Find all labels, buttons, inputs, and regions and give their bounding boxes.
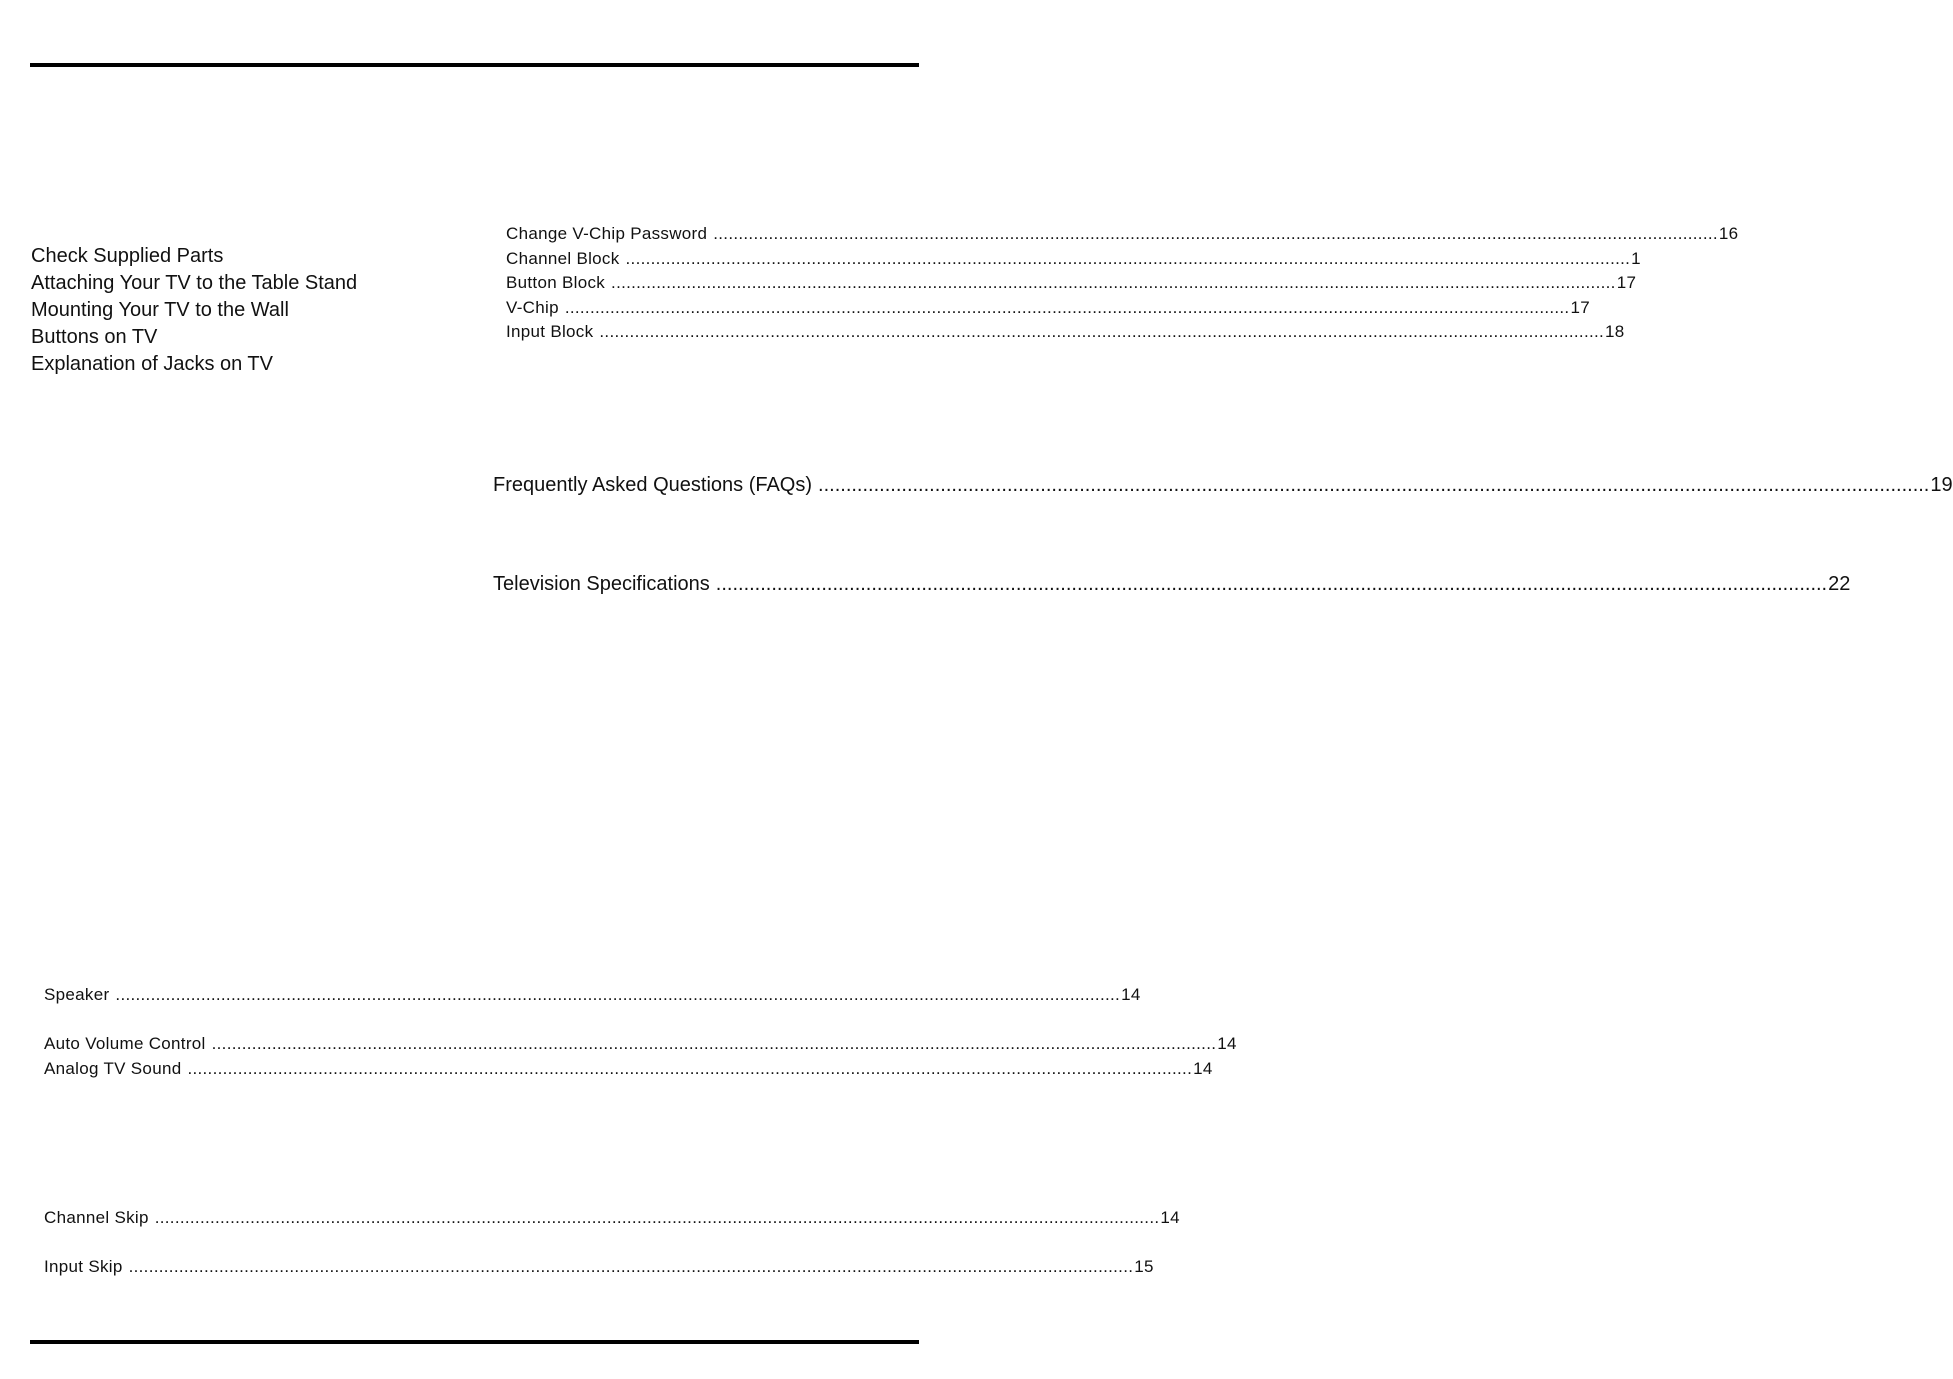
toc-label: Button Block — [506, 273, 606, 292]
toc-page: 15 — [1134, 1257, 1154, 1276]
toc-label: Change V-Chip Password — [506, 224, 708, 243]
toc-row[interactable] — [506, 222, 1739, 247]
toc-page: 19 — [1930, 474, 1953, 496]
toc-row[interactable] — [506, 247, 1641, 272]
toc-row[interactable] — [44, 982, 1141, 1007]
toc-page: 22 — [1828, 573, 1851, 595]
toc-row[interactable] — [44, 1254, 1154, 1279]
dot-leader: ........................................................................................................................................................................................................ — [154, 1208, 1160, 1227]
toc-label: Speaker — [44, 985, 110, 1004]
dot-leader: ........................................................................................................................................................................................................ — [715, 573, 1828, 595]
dot-leader: ........................................................................................................................................................................................................ — [211, 1034, 1217, 1053]
toc-label: Channel Block — [506, 248, 620, 268]
dot-leader: ........................................................................................................................................................................................................ — [115, 985, 1121, 1004]
toc-page: 18 — [1605, 322, 1625, 341]
toc-audio-subsections — [44, 982, 1237, 1279]
toc-entry[interactable]: Explanation of Jacks on TV — [31, 353, 273, 375]
toc-label: Auto Volume Control — [44, 1034, 206, 1053]
toc-row[interactable] — [44, 1031, 1237, 1056]
toc-page: 16 — [1718, 224, 1739, 243]
dot-leader: ........................................................................................................................................................................................................ — [713, 224, 1718, 243]
dot-leader: ........................................................................................................................................................................................................ — [187, 1059, 1193, 1078]
dot-leader: ........................................................................................................................................................................................................ — [128, 1257, 1134, 1276]
toc-entry[interactable]: Attaching Your TV to the Table Stand — [31, 272, 358, 294]
toc-page: 1 — [1631, 248, 1641, 268]
top-rule — [30, 63, 919, 67]
toc-label: Analog TV Sound — [44, 1059, 182, 1078]
toc-row[interactable] — [493, 470, 1953, 500]
toc-page: 14 — [1121, 985, 1141, 1004]
toc-row[interactable] — [506, 296, 1590, 321]
spacer — [44, 1007, 458, 1031]
toc-specs-section — [493, 569, 1851, 599]
toc-label: Television Specifications — [493, 573, 710, 595]
toc-label: Frequently Asked Questions (FAQs) — [493, 474, 813, 496]
toc-label: Input Skip — [44, 1257, 123, 1276]
toc-faq-section — [493, 470, 1953, 500]
dot-leader: ........................................................................................................................................................................................................ — [564, 297, 1570, 317]
toc-label: Channel Skip — [44, 1208, 149, 1227]
toc-page: 14 — [1217, 1034, 1237, 1053]
toc-page: 14 — [1160, 1208, 1180, 1227]
dot-leader: ........................................................................................................................................................................................................ — [599, 322, 1605, 341]
toc-lock-subsections — [506, 222, 1739, 345]
toc-page: 17 — [1570, 297, 1590, 317]
toc-entry[interactable]: Mounting Your TV to the Wall — [31, 299, 289, 321]
bottom-rule — [30, 1340, 919, 1344]
dot-leader: ........................................................................................................................................................................................................ — [818, 474, 1930, 496]
toc-row[interactable] — [44, 1056, 1213, 1081]
toc-row[interactable] — [506, 320, 1625, 345]
toc-main-sections — [31, 243, 357, 378]
toc-label: V-Chip — [506, 297, 559, 317]
toc-entry[interactable]: Check Supplied Parts — [31, 245, 224, 267]
dot-leader: ........................................................................................................................................................................................................ — [611, 273, 1616, 292]
dot-leader: ........................................................................................................................................................................................................ — [625, 248, 1631, 268]
toc-label: Input Block — [506, 322, 594, 341]
toc-entry[interactable]: Buttons on TV — [31, 326, 158, 348]
toc-row[interactable] — [506, 271, 1637, 296]
toc-row[interactable] — [493, 569, 1851, 599]
spacer — [44, 1081, 458, 1205]
toc-page: 14 — [1193, 1059, 1213, 1078]
toc-row[interactable] — [44, 1205, 1180, 1230]
spacer — [44, 1230, 458, 1254]
toc-page: 17 — [1616, 273, 1637, 292]
